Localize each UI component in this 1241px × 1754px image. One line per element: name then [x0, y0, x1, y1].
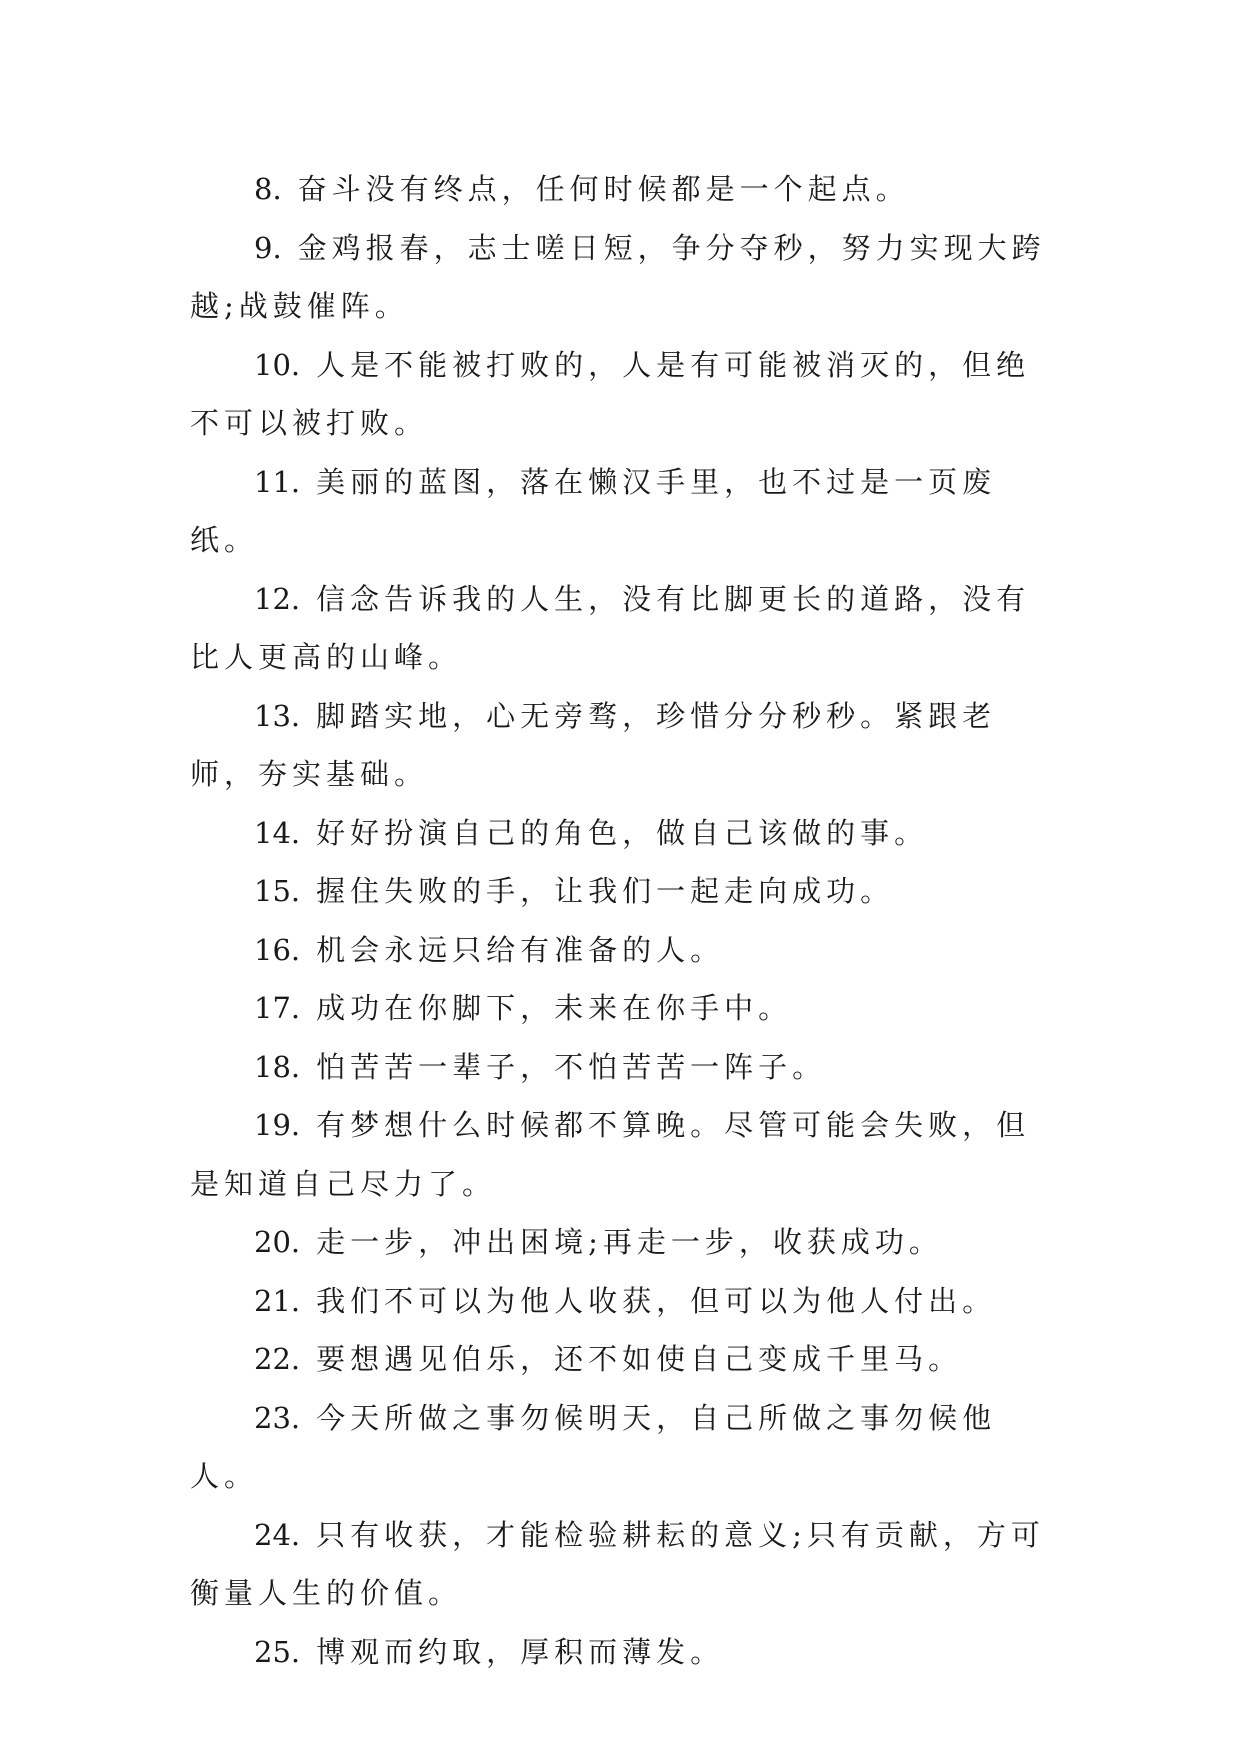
item-number: 17. — [254, 991, 301, 1025]
item-text: 美丽的蓝图，落在懒汉手里，也不过是一页废纸。 — [190, 464, 997, 557]
item-number: 12. — [254, 581, 301, 616]
item-text: 脚踏实地，心无旁骛，珍惜分分秒秒。紧跟老师，夯实基础。 — [190, 698, 997, 791]
item-number: 9. — [254, 230, 282, 265]
item-text: 成功在你脚下，未来在你手中。 — [316, 991, 793, 1025]
item-number: 18. — [254, 1049, 301, 1084]
item-text: 要想遇见伯乐，还不如使自己变成千里马。 — [316, 1342, 963, 1376]
item-number: 24. — [254, 1517, 301, 1552]
item-number: 13. — [254, 698, 301, 733]
list-item — [190, 160, 1060, 219]
list-item — [190, 1389, 1060, 1506]
item-text: 怕苦苦一辈子，不怕苦苦一阵子。 — [316, 1049, 827, 1084]
item-text: 信念告诉我的人生，没有比脚更长的道路，没有比人更高的山峰。 — [190, 581, 1031, 674]
item-text: 人是不能被打败的，人是有可能被消灭的，但绝不可以被打败。 — [190, 347, 1031, 440]
item-text: 只有收获，才能检验耕耘的意义;只有贡献，方可衡量人生的价值。 — [190, 1517, 1045, 1610]
item-number: 23. — [254, 1400, 301, 1435]
item-number: 16. — [254, 932, 301, 967]
item-number: 10. — [254, 347, 301, 382]
item-number: 22. — [254, 1342, 301, 1376]
list-item — [190, 1330, 1060, 1389]
item-number: 14. — [254, 815, 301, 850]
list-item — [190, 1506, 1060, 1623]
list-item — [190, 570, 1060, 687]
list-item — [190, 1096, 1060, 1213]
list-item — [190, 921, 1060, 980]
list-item — [190, 1272, 1060, 1331]
quote-list — [190, 160, 1060, 1681]
list-item — [190, 1213, 1060, 1272]
item-text: 奋斗没有终点，任何时候都是一个起点。 — [297, 172, 910, 206]
list-item — [190, 1623, 1060, 1682]
item-number: 8. — [254, 172, 282, 206]
list-item — [190, 862, 1060, 921]
list-item — [190, 219, 1060, 336]
item-text: 金鸡报春，志士嗟日短，争分夺秒，努力实现大跨越;战鼓催阵。 — [190, 230, 1046, 323]
list-item — [190, 453, 1060, 570]
item-number: 15. — [254, 874, 301, 908]
item-text: 握住失败的手，让我们一起走向成功。 — [316, 874, 895, 908]
item-number: 11. — [254, 464, 301, 499]
list-item — [190, 336, 1060, 453]
item-text: 有梦想什么时候都不算晚。尽管可能会失败，但是知道自己尽力了。 — [190, 1108, 1031, 1201]
item-text: 我们不可以为他人收获，但可以为他人付出。 — [316, 1283, 997, 1318]
item-text: 机会永远只给有准备的人。 — [316, 932, 725, 967]
item-number: 19. — [254, 1108, 301, 1142]
item-text: 博观而约取，厚积而薄发。 — [316, 1634, 725, 1669]
item-text: 好好扮演自己的角色，做自己该做的事。 — [316, 815, 929, 850]
item-number: 20. — [254, 1225, 301, 1259]
item-number: 25. — [254, 1634, 301, 1669]
list-item — [190, 979, 1060, 1038]
list-item — [190, 804, 1060, 863]
item-number: 21. — [254, 1283, 301, 1318]
list-item — [190, 687, 1060, 804]
item-text: 走一步，冲出困境;再走一步，收获成功。 — [316, 1225, 943, 1259]
item-text: 今天所做之事勿候明天，自己所做之事勿候他人。 — [190, 1400, 997, 1493]
list-item — [190, 1038, 1060, 1097]
